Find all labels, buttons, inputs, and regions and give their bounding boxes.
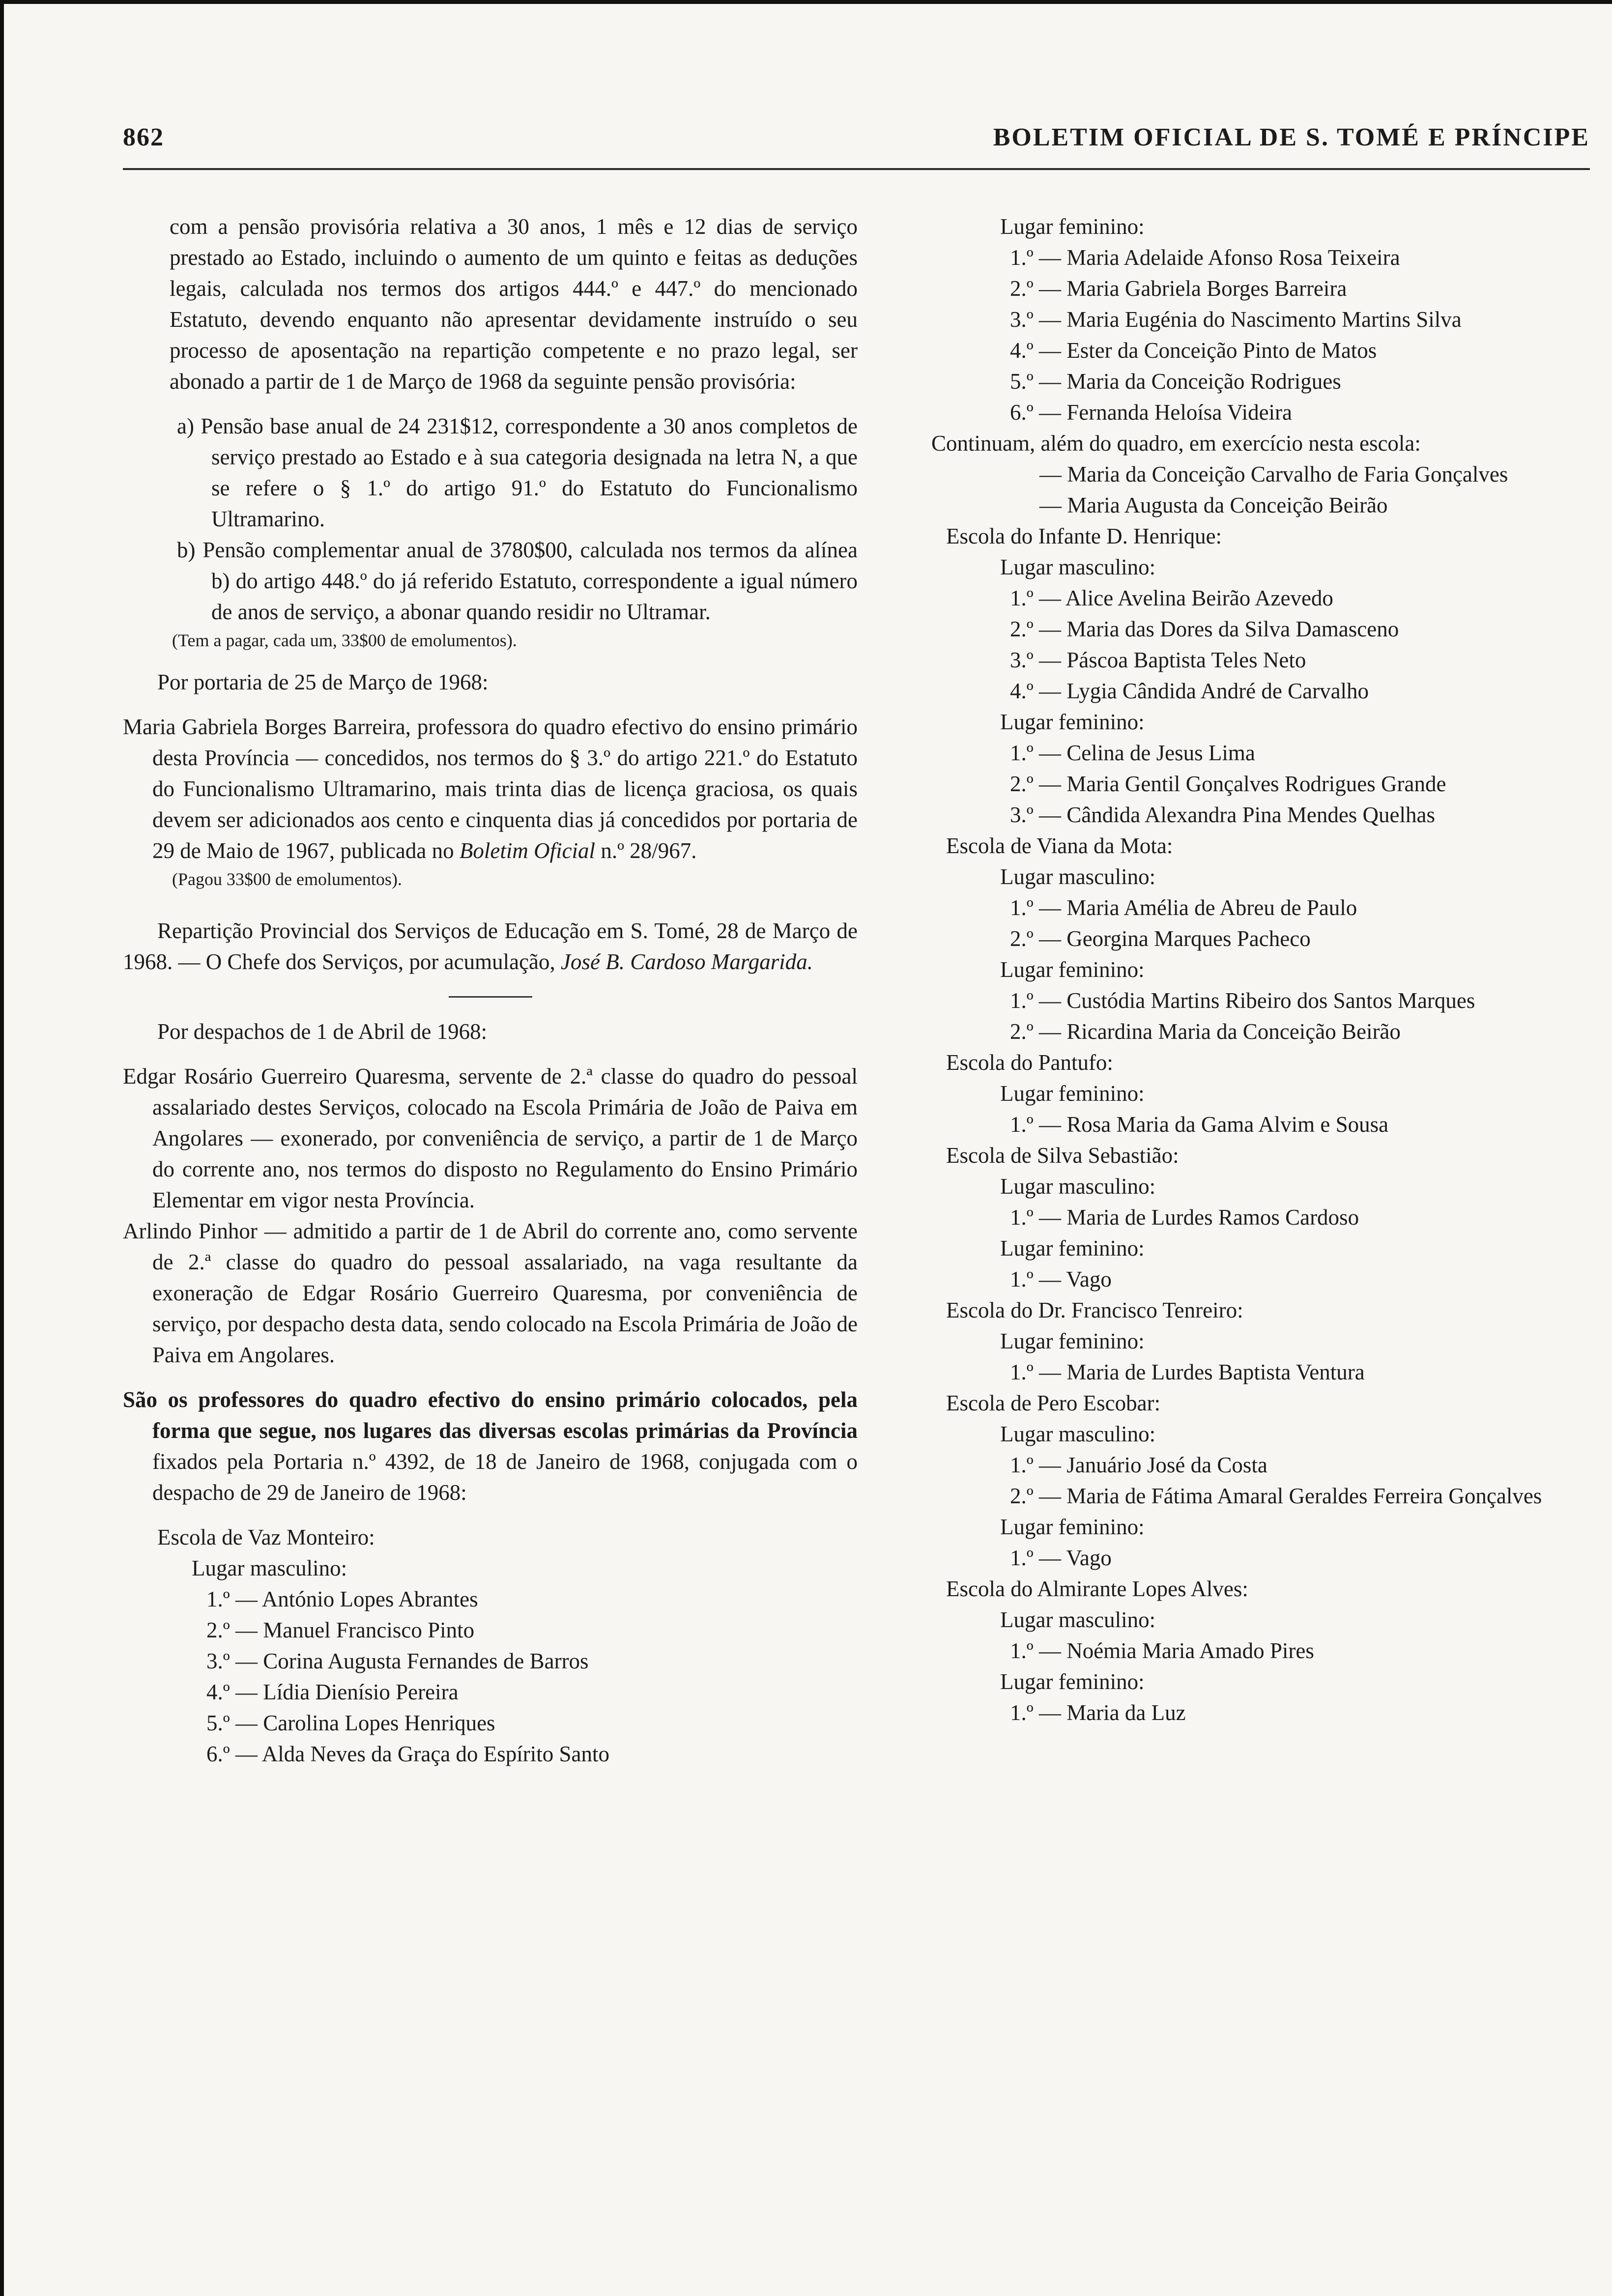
list-item: 4.º — Lygia Cândida André de Carvalho [1010,679,1369,703]
reparticao-paragraph [123,916,858,977]
right-column [931,211,1590,2266]
school-pantufo: Escola do Pantufo: [946,1050,1113,1075]
list-item: 2.º — Maria Gabriela Borges Barreira [1010,276,1347,301]
list-item: — Maria Augusta da Conceição Beirão [1039,493,1388,517]
list-item: 3.º — Cândida Alexandra Pina Mendes Quelhas [1010,803,1436,827]
boletim-italic: Boletim Oficial [459,838,596,863]
list-item: 2.º — Maria Gentil Gonçalves Rodrigues Grande [1010,772,1446,796]
section-divider [449,996,532,998]
alinea-b: b) Pensão complementar anual de 3780$00, calculada nos termos da alínea b) do artigo 448.º do já referido Estatuto, correspondente a igual número de anos de serviço, a abonar quando residir no Ultramar. [177,538,858,624]
list-item: 1.º — Maria Amélia de Abreu de Paulo [1010,895,1357,920]
lugar-feminino-label: Lugar feminino: [1000,1081,1145,1106]
page-header [123,123,1590,157]
lugar-feminino-label: Lugar feminino: [1000,1236,1145,1261]
list-item: 1.º — António Lopes Abrantes [206,1587,478,1611]
list-item: 1.º — Alice Avelina Beirão Azevedo [1010,586,1333,610]
lugar-masculino-label: Lugar masculino: [192,1556,347,1580]
list-item: 1.º — Noémia Maria Amado Pires [1010,1638,1314,1663]
list-item: 1.º — Maria da Luz [1010,1700,1186,1725]
list-item: 3.º — Maria Eugénia do Nascimento Martins Silva [1010,307,1462,332]
maria-end: n.º 28/967. [595,838,697,863]
paragraph-edgar: Edgar Rosário Guerreiro Quaresma, servente de 2.ª classe do quadro do pessoal assalariado destes Serviços, colocado na Escola Primária de João de Paiva em Angolares — exonerado, por conveniência de serviço, a partir de 1 de Março do corrente ano, nos termos do disposto no Regulamento do Ensino Primário Elementar em vigor nesta Província. [123,1064,858,1212]
school-silva-sebastiao: Escola de Silva Sebastião: [946,1143,1179,1168]
lugar-feminino-label: Lugar feminino: [1000,957,1145,982]
list-item: 3.º — Páscoa Baptista Teles Neto [1010,648,1306,672]
school-pero-escobar: Escola de Pero Escobar: [946,1391,1161,1415]
lugar-feminino-label: Lugar feminino: [1000,1669,1145,1694]
lugar-feminino-label: Lugar feminino: [1000,1515,1145,1539]
list-item: 6.º — Alda Neves da Graça do Espírito Santo [206,1742,610,1766]
lugar-feminino-label: Lugar feminino: [1000,710,1145,734]
paragraph-maria-gabriela [123,712,858,866]
list-item: 2.º — Ricardina Maria da Conceição Beirão [1010,1019,1401,1044]
professores-rest: fixados pela Portaria n.º 4392, de 18 de Janeiro de 1968, conjugada com o despacho de 29 de Janeiro de 1968: [152,1449,858,1505]
lugar-masculino-label: Lugar masculino: [1000,864,1156,889]
school-vaz-monteiro: Escola de Vaz Monteiro: [157,1525,375,1550]
list-item: 1.º — Januário José da Costa [1010,1453,1267,1477]
list-item: 5.º — Maria da Conceição Rodrigues [1010,369,1341,394]
list-item: 1.º — Vago [1010,1267,1112,1292]
paragraph-pension: com a pensão provisória relativa a 30 anos, 1 mês e 12 dias de serviço prestado ao Estado, incluindo o aumento de um quinto e feitas as deduções legais, calculada nos termos dos artigos 444.º e 447.º do mencionado Estatuto, devendo enquanto não apresentar devidamente instruído o seu processo de aposentação na repartição competente e no prazo legal, ser abonado a partir de 1 de Março de 1968 da seguinte pensão provisória: [170,214,858,394]
list-item: 2.º — Georgina Marques Pacheco [1010,926,1311,951]
portaria-heading: Por portaria de 25 de Março de 1968: [157,670,489,694]
alinea-a: a) Pensão base anual de 24 231$12, correspondente a 30 anos completos de serviço prestado ao Estado e à sua categoria designada na letra N, a que se refere o § 1.º do artigo 91.º do Estatuto do Funcionalismo Ultramarino. [177,414,858,531]
school-viana-da-mota: Escola de Viana da Mota: [946,833,1173,858]
list-item: 1.º — Vago [1010,1546,1112,1570]
list-item: 1.º — Maria Adelaide Afonso Rosa Teixeira [1010,245,1400,270]
list-item: 6.º — Fernanda Heloísa Videira [1010,400,1293,425]
left-column [123,211,858,2266]
lugar-feminino-label: Lugar feminino: [1000,214,1145,239]
list-item: 1.º — Rosa Maria da Gama Alvim e Sousa [1010,1112,1389,1137]
paragraph-arlindo: Arlindo Pinhor — admitido a partir de 1 de Abril do corrente ano, como servente de 2.ª classe do quadro do pessoal assalariado, na vaga resultante da exoneração de Edgar Rosário Guerreiro Quaresma, por conveniência de serviço, por despacho desta data, sendo colocado na Escola Primária de João de Paiva em Angolares. [123,1219,858,1367]
list-item: 2.º — Manuel Francisco Pinto [206,1618,475,1642]
emolument-note-2: (Pagou 33$00 de emolumentos). [172,869,402,889]
list-item: 1.º — Celina de Jesus Lima [1010,741,1255,765]
list-item: 1.º — Maria de Lurdes Ramos Cardoso [1010,1205,1359,1230]
reparticao-text: Repartição Provincial dos Serviços de Educação em S. Tomé, 28 de Março de 1968. — O Chefe dos Serviços, por acumulação, [123,918,858,974]
list-item: 3.º — Corina Augusta Fernandes de Barros [206,1649,589,1673]
header-rule [123,168,1590,170]
school-almirante-lopes-alves: Escola do Almirante Lopes Alves: [946,1577,1248,1601]
list-item: 2.º — Maria de Fátima Amaral Geraldes Ferreira Gonçalves [1010,1484,1542,1508]
maria-text: Maria Gabriela Borges Barreira, professora do quadro efectivo do ensino primário desta Província — concedidos, nos termos do § 3.º do artigo 221.º do Estatuto do Funcionalismo Ultramarino, mais trinta dias de licença graciosa, os quais devem ser adicionados aos cento e cinquenta dias já concedidos por portaria de 29 de Maio de 1967, publicada no [123,715,858,863]
page-number: 862 [123,123,164,151]
signature-name: José B. Cardoso Margarida. [561,949,813,974]
despachos-heading: Por despachos de 1 de Abril de 1968: [157,1019,488,1044]
continuam-heading: Continuam, além do quadro, em exercício nesta escola: [931,431,1421,456]
lugar-feminino-label: Lugar feminino: [1000,1329,1145,1353]
list-item: 1.º — Custódia Martins Ribeiro dos Santos Marques [1010,988,1475,1013]
list-item: 5.º — Carolina Lopes Henriques [206,1711,495,1735]
paragraph-professores [123,1384,858,1508]
list-item: — Maria da Conceição Carvalho de Faria Gonçalves [1039,462,1508,487]
school-francisco-tenreiro: Escola do Dr. Francisco Tenreiro: [946,1298,1243,1322]
school-infante: Escola do Infante D. Henrique: [946,524,1222,548]
lugar-masculino-label: Lugar masculino: [1000,1174,1156,1199]
professores-bold: São os professores do quadro efectivo do ensino primário colocados, pela forma que segue, nos lugares das diversas escolas primárias da Província [123,1387,858,1443]
lugar-masculino-label: Lugar masculino: [1000,1422,1156,1446]
list-item: 4.º — Ester da Conceição Pinto de Matos [1010,338,1377,363]
lugar-masculino-label: Lugar masculino: [1000,555,1156,579]
list-item: 4.º — Lídia Dienísio Pereira [206,1680,459,1704]
list-item: 2.º — Maria das Dores da Silva Damasceno [1010,617,1399,641]
list-item: 1.º — Maria de Lurdes Baptista Ventura [1010,1360,1365,1384]
emolument-note-1: (Tem a pagar, cada um, 33$00 de emolumentos). [172,631,517,650]
lugar-masculino-label: Lugar masculino: [1000,1607,1156,1632]
journal-title: BOLETIM OFICIAL DE S. TOMÉ E PRÍNCIPE [993,123,1590,151]
